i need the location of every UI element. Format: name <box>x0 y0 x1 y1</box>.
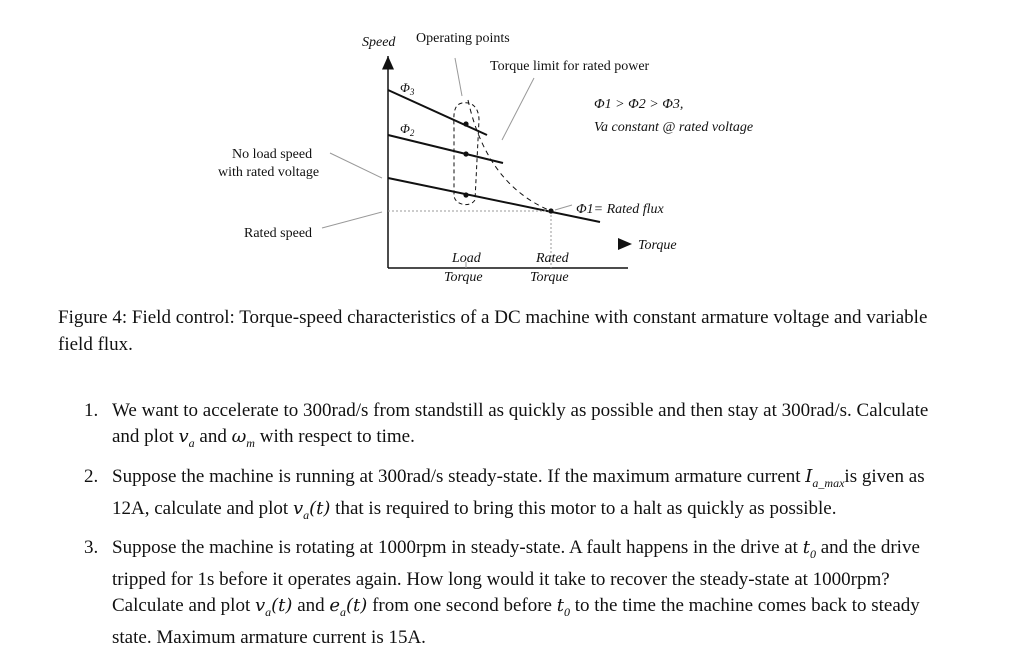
torque-speed-figure <box>0 0 1035 300</box>
rated-torque-label: Rated <box>536 251 569 266</box>
question-list <box>84 398 954 659</box>
operating-point <box>463 151 468 156</box>
torque-axis-arrow <box>618 238 632 250</box>
no-load-speed-label-2: with rated voltage <box>218 165 320 180</box>
rated-torque-label-2: Torque <box>530 270 569 285</box>
rated-point <box>548 208 553 213</box>
phi2-label: $\Phi_2$ <box>400 121 415 138</box>
rated-flux-pointer <box>555 205 572 210</box>
rated-speed-label: Rated speed <box>244 226 313 241</box>
load-torque-label: Load <box>452 251 481 266</box>
va-constant-label: Va constant @ rated voltage <box>594 120 754 135</box>
flux-order-label: Φ1 > Φ2 > Φ3, <box>594 97 684 112</box>
torque-limit-label: Torque limit for rated power <box>490 59 650 74</box>
operating-point <box>463 192 468 197</box>
question-item <box>84 398 954 456</box>
rated-flux-label: Φ1= Rated flux <box>576 202 664 217</box>
rated-speed-pointer <box>322 212 382 228</box>
load-torque-label-2: Torque <box>444 270 483 285</box>
question-text: Suppose the machine is rotating at 1000rpm in steady-state. A fault happens in the drive at $t_0$ and the drive tripped for 1s before it operates again. How long would it take to recover the steady-state at 1000rpm? Calculate and plot $v_a(t)$ and $e_a(t)$ from one second before $t_0$ to the time the machine comes back to steady state. Maximum armature current is 15A. <box>112 537 920 648</box>
question-item <box>84 535 954 651</box>
phi1-line <box>388 178 600 222</box>
no-load-speed-pointer <box>330 153 382 178</box>
phi3-label: $\Phi_3$ <box>400 80 415 97</box>
torque-limit-pointer <box>502 78 534 140</box>
operating-points-label: Operating points <box>416 31 510 46</box>
question-text: Suppose the machine is running at 300rad/s steady-state. If the maximum armature current $I_{a\_max}is$ given as 12A, calculate and plot $v_a(t)$ that is required to bring this motor to a halt as quickly as possible. <box>112 465 925 522</box>
question-text: We want to accelerate to 300rad/s from standstill as quickly as possible and then stay at 300rad/s. Calculate and plot $v_a$ and $\omega_m$ with respect to time. <box>112 400 929 450</box>
speed-axis-label: Speed <box>362 35 396 50</box>
no-load-speed-label: No load speed <box>232 147 313 162</box>
operating-point <box>463 121 468 126</box>
question-number: 3. <box>84 537 99 559</box>
question-number: 1. <box>84 400 99 421</box>
torque-limit-curve <box>468 100 551 211</box>
phi2-line <box>388 135 503 163</box>
operating-points-pointer <box>455 58 462 96</box>
question-item <box>84 464 954 528</box>
question-number: 2. <box>84 465 99 487</box>
figure-caption: Figure 4: Field control: Torque-speed characteristics of a DC machine with constant armature voltage and variable field flux. <box>58 307 928 355</box>
torque-axis-label: Torque <box>638 238 677 253</box>
